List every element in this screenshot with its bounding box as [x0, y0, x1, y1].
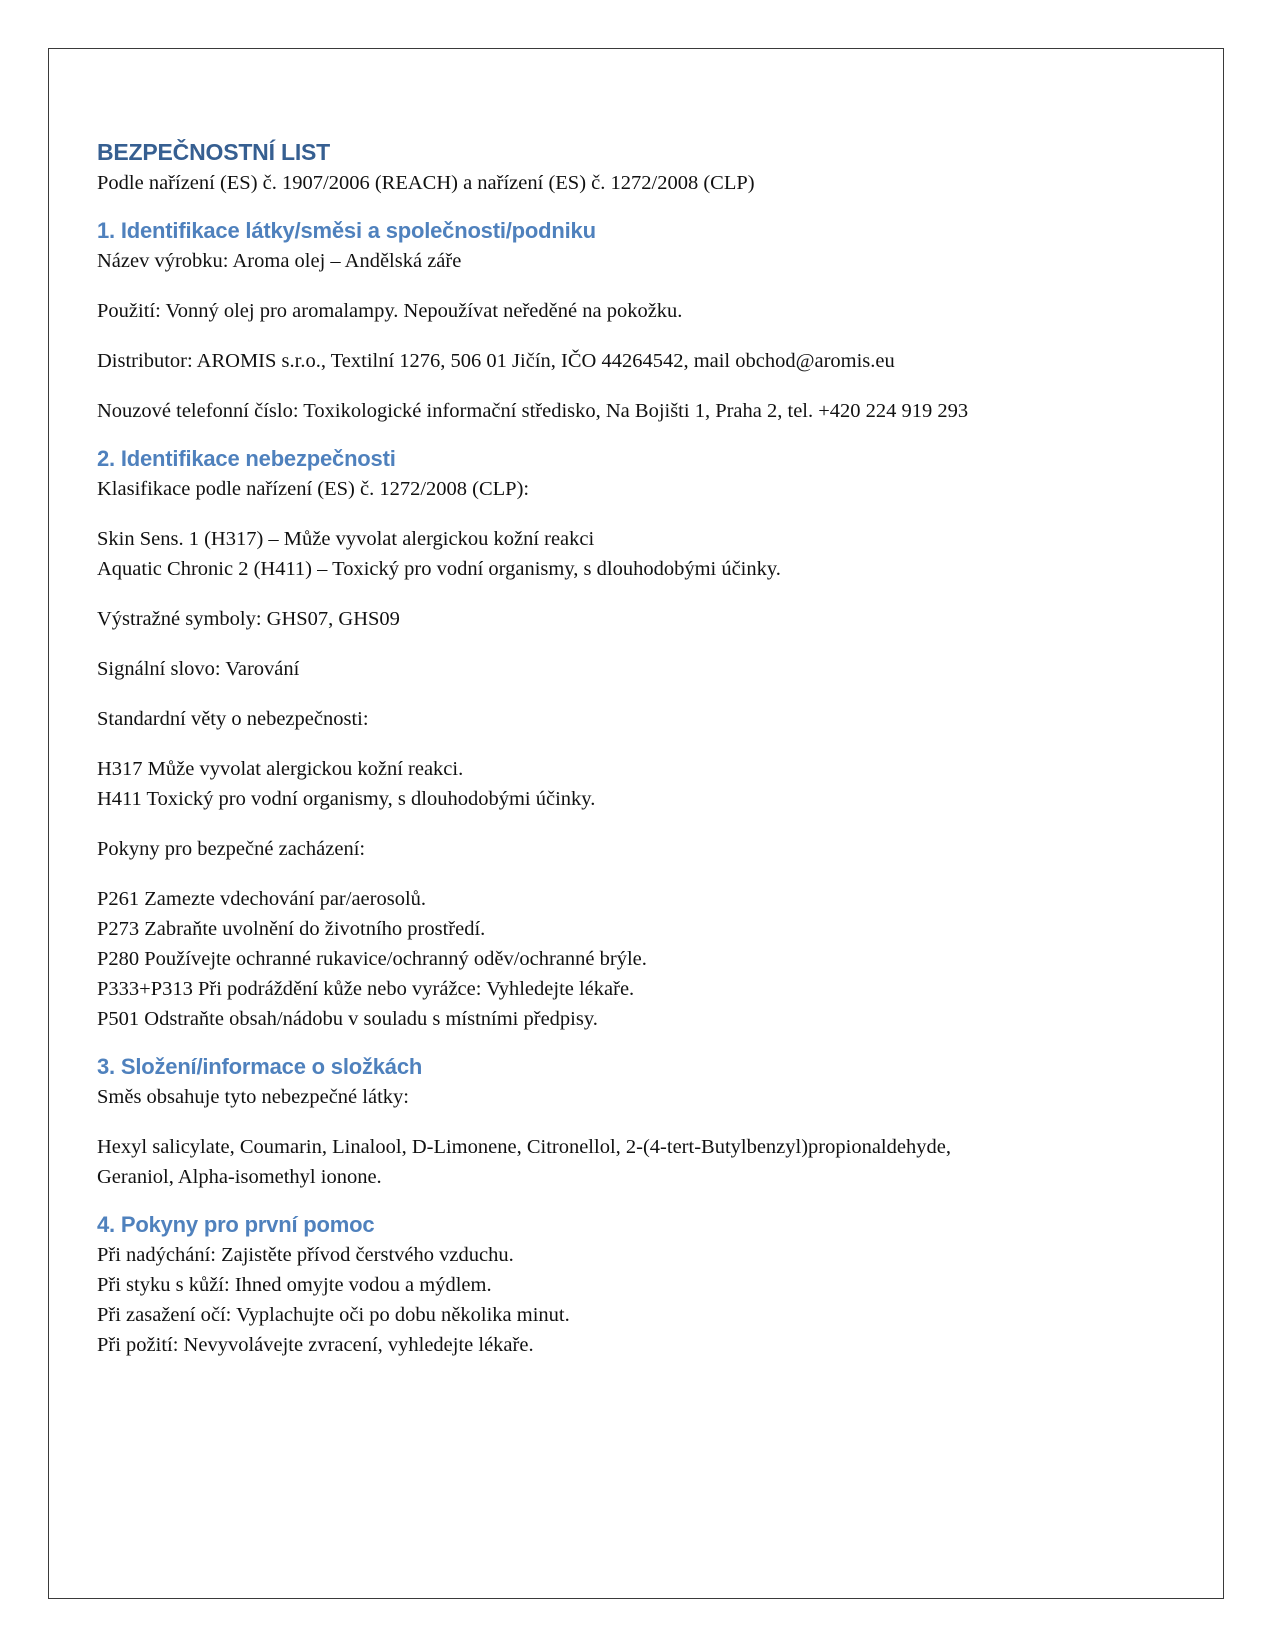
signal-word: Signální slovo: Varování — [97, 658, 300, 680]
section-heading: 4. Pokyny pro první pomoc — [97, 1212, 375, 1237]
document-subtitle: Podle nařízení (ES) č. 1907/2006 (REACH) a nařízení (ES) č. 1272/2008 (CLP) — [97, 172, 755, 194]
classification-item: Skin Sens. 1 (H317) – Může vyvolat alergickou kožní reakci — [97, 528, 595, 550]
section-identification — [97, 216, 1187, 426]
hazard-statement: H317 Může vyvolat alergickou kožní reakci. — [97, 758, 464, 780]
first-aid-item: Při styku s kůží: Ihned omyjte vodou a mýdlem. — [97, 1274, 492, 1296]
precautionary-statement: P501 Odstraňte obsah/nádobu v souladu s místními předpisy. — [97, 1008, 598, 1030]
composition-intro: Směs obsahuje tyto nebezpečné látky: — [97, 1086, 409, 1108]
precautionary-statement: P273 Zabraňte uvolnění do životního prostředí. — [97, 918, 486, 940]
precautionary-list — [97, 884, 1187, 1034]
distributor: Distributor: AROMIS s.r.o., Textilní 1276, 506 01 Jičín, IČO 44264542, mail obchod@aromis.eu — [97, 350, 895, 372]
first-aid-item: Při požití: Nevyvolávejte zvracení, vyhledejte lékaře. — [97, 1334, 534, 1356]
hazard-statements-label: Standardní věty o nebezpečnosti: — [97, 708, 369, 730]
pictograms: Výstražné symboly: GHS07, GHS09 — [97, 608, 400, 630]
document-body — [97, 138, 1187, 1360]
first-aid-item: Při zasažení očí: Vyplachujte oči po dobu několika minut. — [97, 1304, 570, 1326]
section-hazards — [97, 444, 1187, 1034]
hazard-statements-list — [97, 754, 1187, 814]
precautionary-label: Pokyny pro bezpečné zacházení: — [97, 838, 366, 860]
classification-label: Klasifikace podle nařízení (ES) č. 1272/2008 (CLP): — [97, 478, 530, 500]
section-heading: 2. Identifikace nebezpečnosti — [97, 446, 396, 471]
classification-list — [97, 524, 1187, 584]
precautionary-statement: P280 Používejte ochranné rukavice/ochranný oděv/ochranné brýle. — [97, 948, 647, 970]
substances-list — [97, 1132, 1187, 1192]
first-aid-item: Při nadýchání: Zajistěte přívod čerstvého vzduchu. — [97, 1244, 514, 1266]
substances-line: Geraniol, Alpha-isomethyl ionone. — [97, 1166, 382, 1188]
section-heading: 3. Složení/informace o složkách — [97, 1054, 423, 1079]
product-name: Název výrobku: Aroma olej – Andělská záře — [97, 250, 462, 272]
first-aid-list — [97, 1240, 1187, 1360]
section-composition — [97, 1052, 1187, 1192]
emergency-phone: Nouzové telefonní číslo: Toxikologické informační středisko, Na Bojišti 1, Praha 2, tel. +420 224 919 293 — [97, 400, 969, 422]
hazard-statement: H411 Toxický pro vodní organismy, s dlouhodobými účinky. — [97, 788, 596, 810]
substances-line: Hexyl salicylate, Coumarin, Linalool, D-Limonene, Citronellol, 2-(4-tert-Butylbenzyl)propionaldehyde, — [97, 1136, 951, 1158]
section-first-aid — [97, 1210, 1187, 1360]
classification-item: Aquatic Chronic 2 (H411) – Toxický pro vodní organismy, s dlouhodobými účinky. — [97, 558, 781, 580]
precautionary-statement: P333+P313 Při podráždění kůže nebo vyrážce: Vyhledejte lékaře. — [97, 978, 635, 1000]
product-use: Použití: Vonný olej pro aromalampy. Nepoužívat neředěné na pokožku. — [97, 300, 683, 322]
section-heading: 1. Identifikace látky/směsi a společnosti/podniku — [97, 218, 596, 243]
precautionary-statement: P261 Zamezte vdechování par/aerosolů. — [97, 888, 427, 910]
document-title: BEZPEČNOSTNÍ LIST — [97, 139, 331, 165]
